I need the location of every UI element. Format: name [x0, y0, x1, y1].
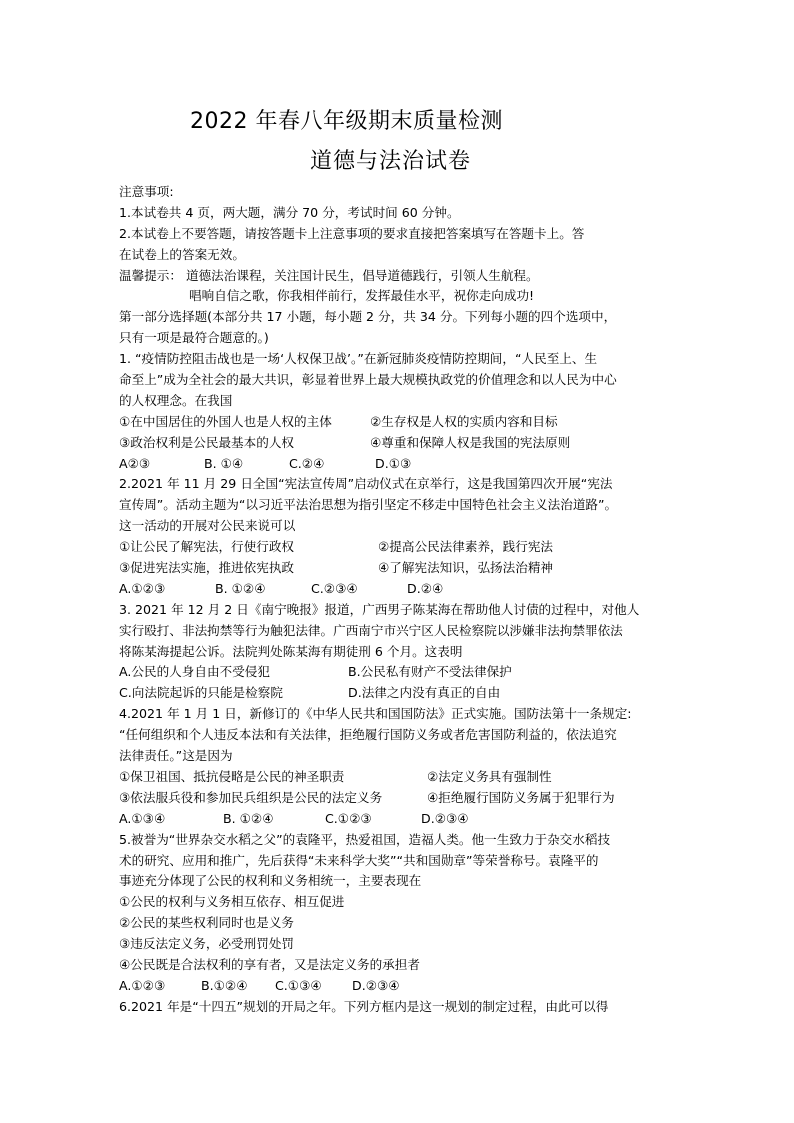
- option-b: B. ①②④: [215, 580, 266, 596]
- option-d: D.②③④: [352, 977, 400, 993]
- statement: ①在中国居住的外国人也是人权的主体: [119, 413, 332, 429]
- exam-subject-title: 道德与法治试卷: [310, 149, 472, 174]
- option-a: A②③: [119, 455, 151, 471]
- statement: ④尊重和保障人权是我国的宪法原则: [370, 434, 571, 450]
- answer-options: [119, 976, 679, 997]
- option-d: D.②④: [407, 580, 444, 596]
- question-stem: 事迹充分体现了公民的权利和义务相统一，主要表现在: [119, 873, 422, 889]
- tip-line: 唱响自信之歌，你我相伴前行，发挥最佳水平，祝你走向成功!: [189, 288, 535, 304]
- option-c: C.②③④: [311, 580, 358, 596]
- statement: ③政治权利是公民最基本的人权: [119, 434, 295, 450]
- question-stem: 实行殴打、非法拘禁等行为触犯法律。广西南宁市兴宁区人民检察院以涉嫌非法拘禁罪依法: [119, 622, 623, 638]
- option-a: A.①②③: [119, 977, 166, 993]
- option-d: D.法律之内没有真正的自由: [348, 685, 501, 701]
- statement-row: [119, 537, 679, 558]
- statement: ②公民的某些权利同时也是义务: [119, 915, 295, 931]
- option-a: A.①③④: [119, 810, 166, 826]
- option-b: B. ①④: [204, 455, 244, 471]
- answer-options: [119, 809, 679, 830]
- answer-options: [119, 662, 679, 683]
- part-instructions: 第一部分选择题(本部分共 17 小题，每小题 2 分，共 34 分。下列每小题的四个选项中，: [119, 309, 617, 325]
- question-stem: 命至上”成为全社会的最大共识，彰显着世界上最大规模执政党的价值理念和以人民为中心: [119, 372, 617, 388]
- option-b: B.公民私有财产不受法律保护: [348, 664, 512, 680]
- question-stem: 这一活动的开展对公民来说可以: [119, 518, 296, 534]
- option-d: D.①③: [375, 455, 412, 471]
- exam-content: [119, 182, 679, 1018]
- statement: ③依法服兵役和参加民兵组织是公民的法定义务: [119, 789, 383, 805]
- option-a: A.①②③: [119, 580, 166, 596]
- notice-line: 1.本试卷共 4 页，两大题，满分 70 分，考试时间 60 分钟。: [119, 204, 460, 220]
- question-stem: 6.2021 年是“十四五”规划的开局之年。下列方框内是这一规划的制定过程，由此可以得: [119, 998, 609, 1014]
- question-stem: 4.2021 年 1 月 1 日，新修订的《中华人民共和国国防法》正式实施。国防法第十一条规定:: [119, 706, 632, 722]
- option-c: C.②④: [289, 455, 325, 471]
- statement: ②生存权是人权的实质内容和目标: [370, 413, 558, 429]
- statement: ②提高公民法律素养，践行宪法: [378, 539, 554, 555]
- answer-options: [119, 683, 679, 704]
- option-d: D.②③④: [421, 810, 469, 826]
- answer-options: [119, 454, 679, 475]
- answer-options: [119, 579, 679, 600]
- statement-row: [119, 767, 679, 788]
- notice-line: 在试卷上的答案无效。: [119, 246, 245, 262]
- statement: ③违反法定义务，必受刑罚处罚: [119, 936, 295, 952]
- option-b: B.①②④: [201, 977, 248, 993]
- question-stem: 术的研究、应用和推广，先后获得“未来科学大奖”“共和国勋章”等荣誉称号。袁隆平的: [119, 852, 599, 868]
- question-stem: 法律责任。”这是因为: [119, 748, 233, 764]
- statement: ①保卫祖国、抵抗侵略是公民的神圣职责: [119, 768, 345, 784]
- option-c: C.①③④: [275, 977, 322, 993]
- question-stem: 3. 2021 年 12 月 2 日《南宁晚报》报道，广西男子陈某海在帮助他人讨债的过程中，对他人: [119, 601, 640, 617]
- question-stem: 2.2021 年 11 月 29 日全国“宪法宣传周”启动仪式在京举行，这是我国第四次开展“宪法: [119, 476, 613, 492]
- statement: ④拒绝履行国防义务属于犯罪行为: [427, 789, 615, 805]
- notice-heading: 注意事项:: [119, 184, 174, 199]
- option-c: C.①②③: [325, 810, 372, 826]
- question-stem: 的人权理念。在我国: [119, 392, 233, 408]
- notice-line: 2.本试卷上不要答题，请按答题卡上注意事项的要求直接把答案填写在答题卡上。答: [119, 225, 585, 241]
- part-instructions: 只有一项是最符合题意的。): [119, 330, 269, 346]
- question-stem: 5.被誉为“世界杂交水稻之父”的袁隆平，热爱祖国，造福人类。他一生致力于杂交水稻技: [119, 831, 611, 847]
- tip-line: 温馨提示： 道德法治课程，关注国计民生，倡导道德践行，引领人生航程。: [119, 267, 539, 283]
- statement: ①公民的权利与义务相互依存、相互促进: [119, 894, 345, 910]
- statement: ③促进宪法实施，推进依宪执政: [119, 560, 295, 576]
- option-a: A.公民的人身自由不受侵犯: [119, 664, 270, 680]
- statement: ①让公民了解宪法，行使行政权: [119, 539, 295, 555]
- question-stem: 1. “疫情防控阻击战也是一场‘人权保卫战’。”在新冠肺炎疫情防控期间，“人民至上、生: [119, 351, 598, 367]
- statement: ④公民既是合法权利的享有者，又是法定义务的承担者: [119, 956, 420, 972]
- statement-row: [119, 412, 679, 433]
- option-c: C.向法院起诉的只能是检察院: [119, 685, 283, 701]
- statement-row: [119, 788, 679, 809]
- question-stem: 宣传周”。活动主题为“以习近平法治思想为指引坚定不移走中国特色社会主义法治道路”。: [119, 497, 618, 513]
- question-stem: “任何组织和个人违反本法和有关法律，拒绝履行国防义务或者危害国防利益的，依法追究: [119, 727, 617, 743]
- option-b: B. ①②④: [223, 810, 274, 826]
- exam-title: 2022 年春八年级期末质量检测: [190, 109, 503, 134]
- question-stem: 将陈某海提起公诉。法院判处陈某海有期徒刑 6 个月。这表明: [119, 643, 463, 659]
- statement: ②法定义务具有强制性: [427, 768, 552, 784]
- statement-row: [119, 433, 679, 454]
- statement-row: [119, 558, 679, 579]
- statement: ④了解宪法知识，弘扬法治精神: [378, 560, 554, 576]
